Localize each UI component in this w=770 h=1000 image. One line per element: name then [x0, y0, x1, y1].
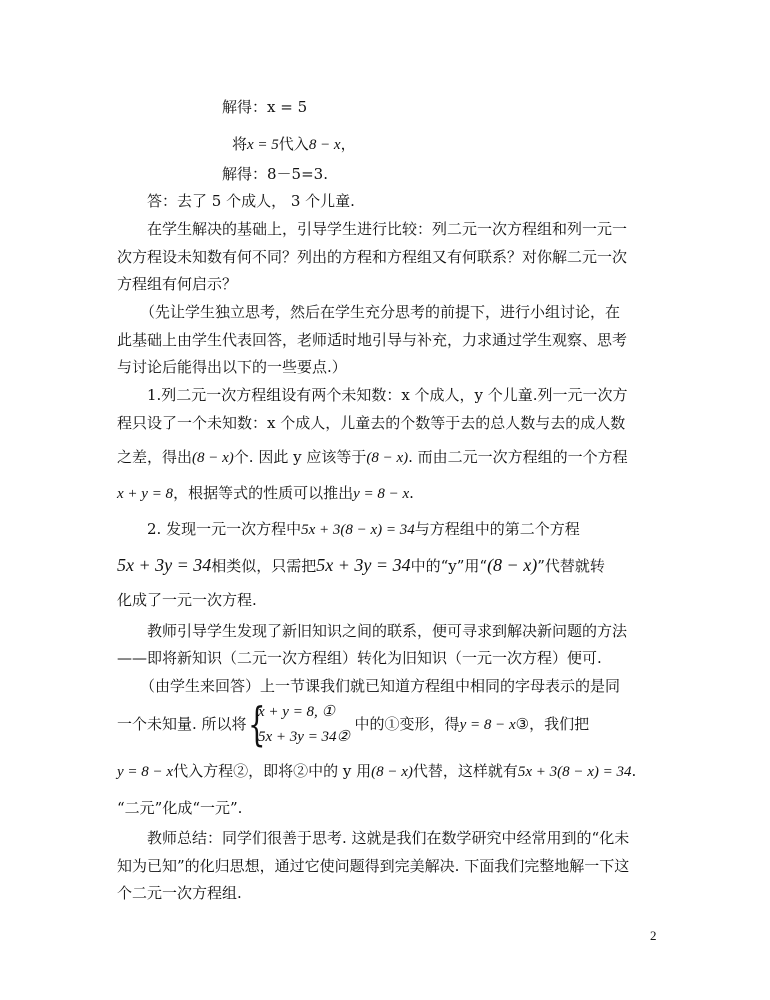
math: (8 − x) [487, 555, 538, 575]
line-7 [117, 273, 237, 295]
line-15 [147, 518, 580, 541]
math: (8 − x) [192, 450, 234, 466]
line-12 [117, 412, 625, 434]
equation-system-row-1 [258, 702, 335, 722]
text: 1.列二元一次方程组设有两个未知数：x 个成人，y 个儿童.列一元一次方 [147, 386, 628, 404]
text: “二元”化成“一元”. [117, 799, 243, 817]
line-17 [117, 589, 257, 611]
text: 在学生解决的基础上，引导学生进行比较：列二元一次方程组和列一元一 [147, 220, 628, 238]
line-3 [222, 163, 328, 185]
text: ， [340, 135, 356, 153]
math: 5x + 3y = 34 [117, 555, 212, 575]
line-14 [117, 482, 414, 505]
text: 2. 发现一元一次方程中 [147, 520, 302, 538]
text: （由学生来回答）上一节课我们就已知道方程组中相同的字母表示的是同 [140, 677, 621, 695]
text: 方程组有何启示？ [117, 275, 238, 293]
line-18 [147, 620, 627, 642]
line-23 [117, 797, 242, 819]
text: 与方程组中的第二个方程 [414, 520, 580, 538]
text: . [631, 762, 637, 780]
text: ，根据等式的性质可以推出 [173, 484, 354, 502]
text: ”代替就转 [537, 557, 605, 575]
math: y = 8 − x [459, 717, 516, 733]
text: 知为已知”的化归思想，通过它使问题得到完美解决. 下面我们完整地解一下这 [117, 857, 630, 875]
text: 中的“y”用“ [410, 557, 488, 575]
math: 5x + 3y = 34② [258, 729, 351, 745]
text: . [409, 484, 414, 502]
text: 与讨论后能得出以下的一些要点.） [117, 358, 347, 376]
line-11 [147, 384, 628, 406]
line-20 [140, 675, 620, 697]
line-6 [117, 246, 627, 268]
line-24 [147, 827, 629, 849]
text: 之差，得出 [117, 448, 193, 466]
line-21 [117, 713, 589, 736]
math: y = 8 − x [117, 764, 174, 780]
text: ——即将新知识（二元一次方程组）转化为旧知识（一元一次方程）便可. [117, 649, 602, 667]
line-9 [117, 329, 627, 351]
line-25 [117, 855, 629, 877]
text: 解得：x = 5 [222, 98, 308, 116]
equation-system-brace: { [248, 697, 266, 751]
text: 中的①变形，得 [354, 715, 460, 733]
text: 将 [232, 135, 248, 153]
text: 解得：8－5=3. [222, 165, 328, 183]
text: 化成了一元一次方程. [117, 591, 257, 609]
line-4 [147, 190, 355, 212]
line-2 [232, 133, 356, 156]
line-10 [117, 356, 347, 378]
text: 答：去了 5 个成人， 3 个儿童. [147, 192, 355, 210]
text: 代替，这样就有 [412, 762, 518, 780]
text: （先让学生独立思考，然后在学生充分思考的前提下，进行小组讨论，在 [140, 303, 621, 321]
text: 相类似，只需把 [211, 557, 317, 575]
text: . 而由二元一次方程组的一个方程 [408, 448, 628, 466]
equation-system-row-2 [258, 727, 350, 747]
line-5 [147, 218, 627, 240]
math: y = 8 − x [353, 486, 410, 502]
math: x + y = 8, ① [258, 704, 336, 720]
line-19 [117, 647, 602, 669]
math: (8 − x) [371, 764, 413, 780]
line-8 [140, 301, 620, 323]
line-22 [117, 760, 636, 783]
math: 5x + 3(8 − x) = 34 [301, 522, 415, 538]
text: 代入 [278, 135, 309, 153]
line-26 [117, 882, 242, 904]
text: 次方程设未知数有何不同？列出的方程和方程组又有何联系？对你解二元一次 [117, 248, 628, 266]
text: 程只设了一个未知数：x 个成人，儿童去的个数等于去的总人数与去的成人数 [117, 414, 626, 432]
text: 代入方程②，即将②中的 y 用 [173, 762, 372, 780]
text: ③，我们把 [515, 715, 590, 733]
line-13 [117, 446, 628, 469]
math: x + y = 8 [117, 486, 174, 502]
math: 5x + 3(8 − x) = 34 [517, 764, 632, 780]
page-number: 2 [650, 928, 657, 943]
math: 5x + 3y = 34 [316, 555, 411, 575]
text: 教师总结：同学们很善于思考. 这就是我们在数学研究中经常用到的“化未 [147, 829, 630, 847]
line-1 [222, 96, 307, 118]
text: 个二元一次方程组. [117, 884, 242, 902]
text: 教师引导学生发现了新旧知识之间的联系，便可寻求到解决新问题的方法 [147, 622, 628, 640]
text: 此基础上由学生代表回答，老师适时地引导与补充，力求通过学生观察、思考 [117, 331, 628, 349]
math: (8 − x) [366, 450, 409, 466]
math: 8 − x [308, 137, 341, 153]
text: 一个未知量. 所以将 [117, 715, 247, 733]
math: x = 5 [247, 137, 279, 153]
text: 个. 因此 y 应该等于 [233, 448, 367, 466]
line-16 [117, 554, 605, 577]
